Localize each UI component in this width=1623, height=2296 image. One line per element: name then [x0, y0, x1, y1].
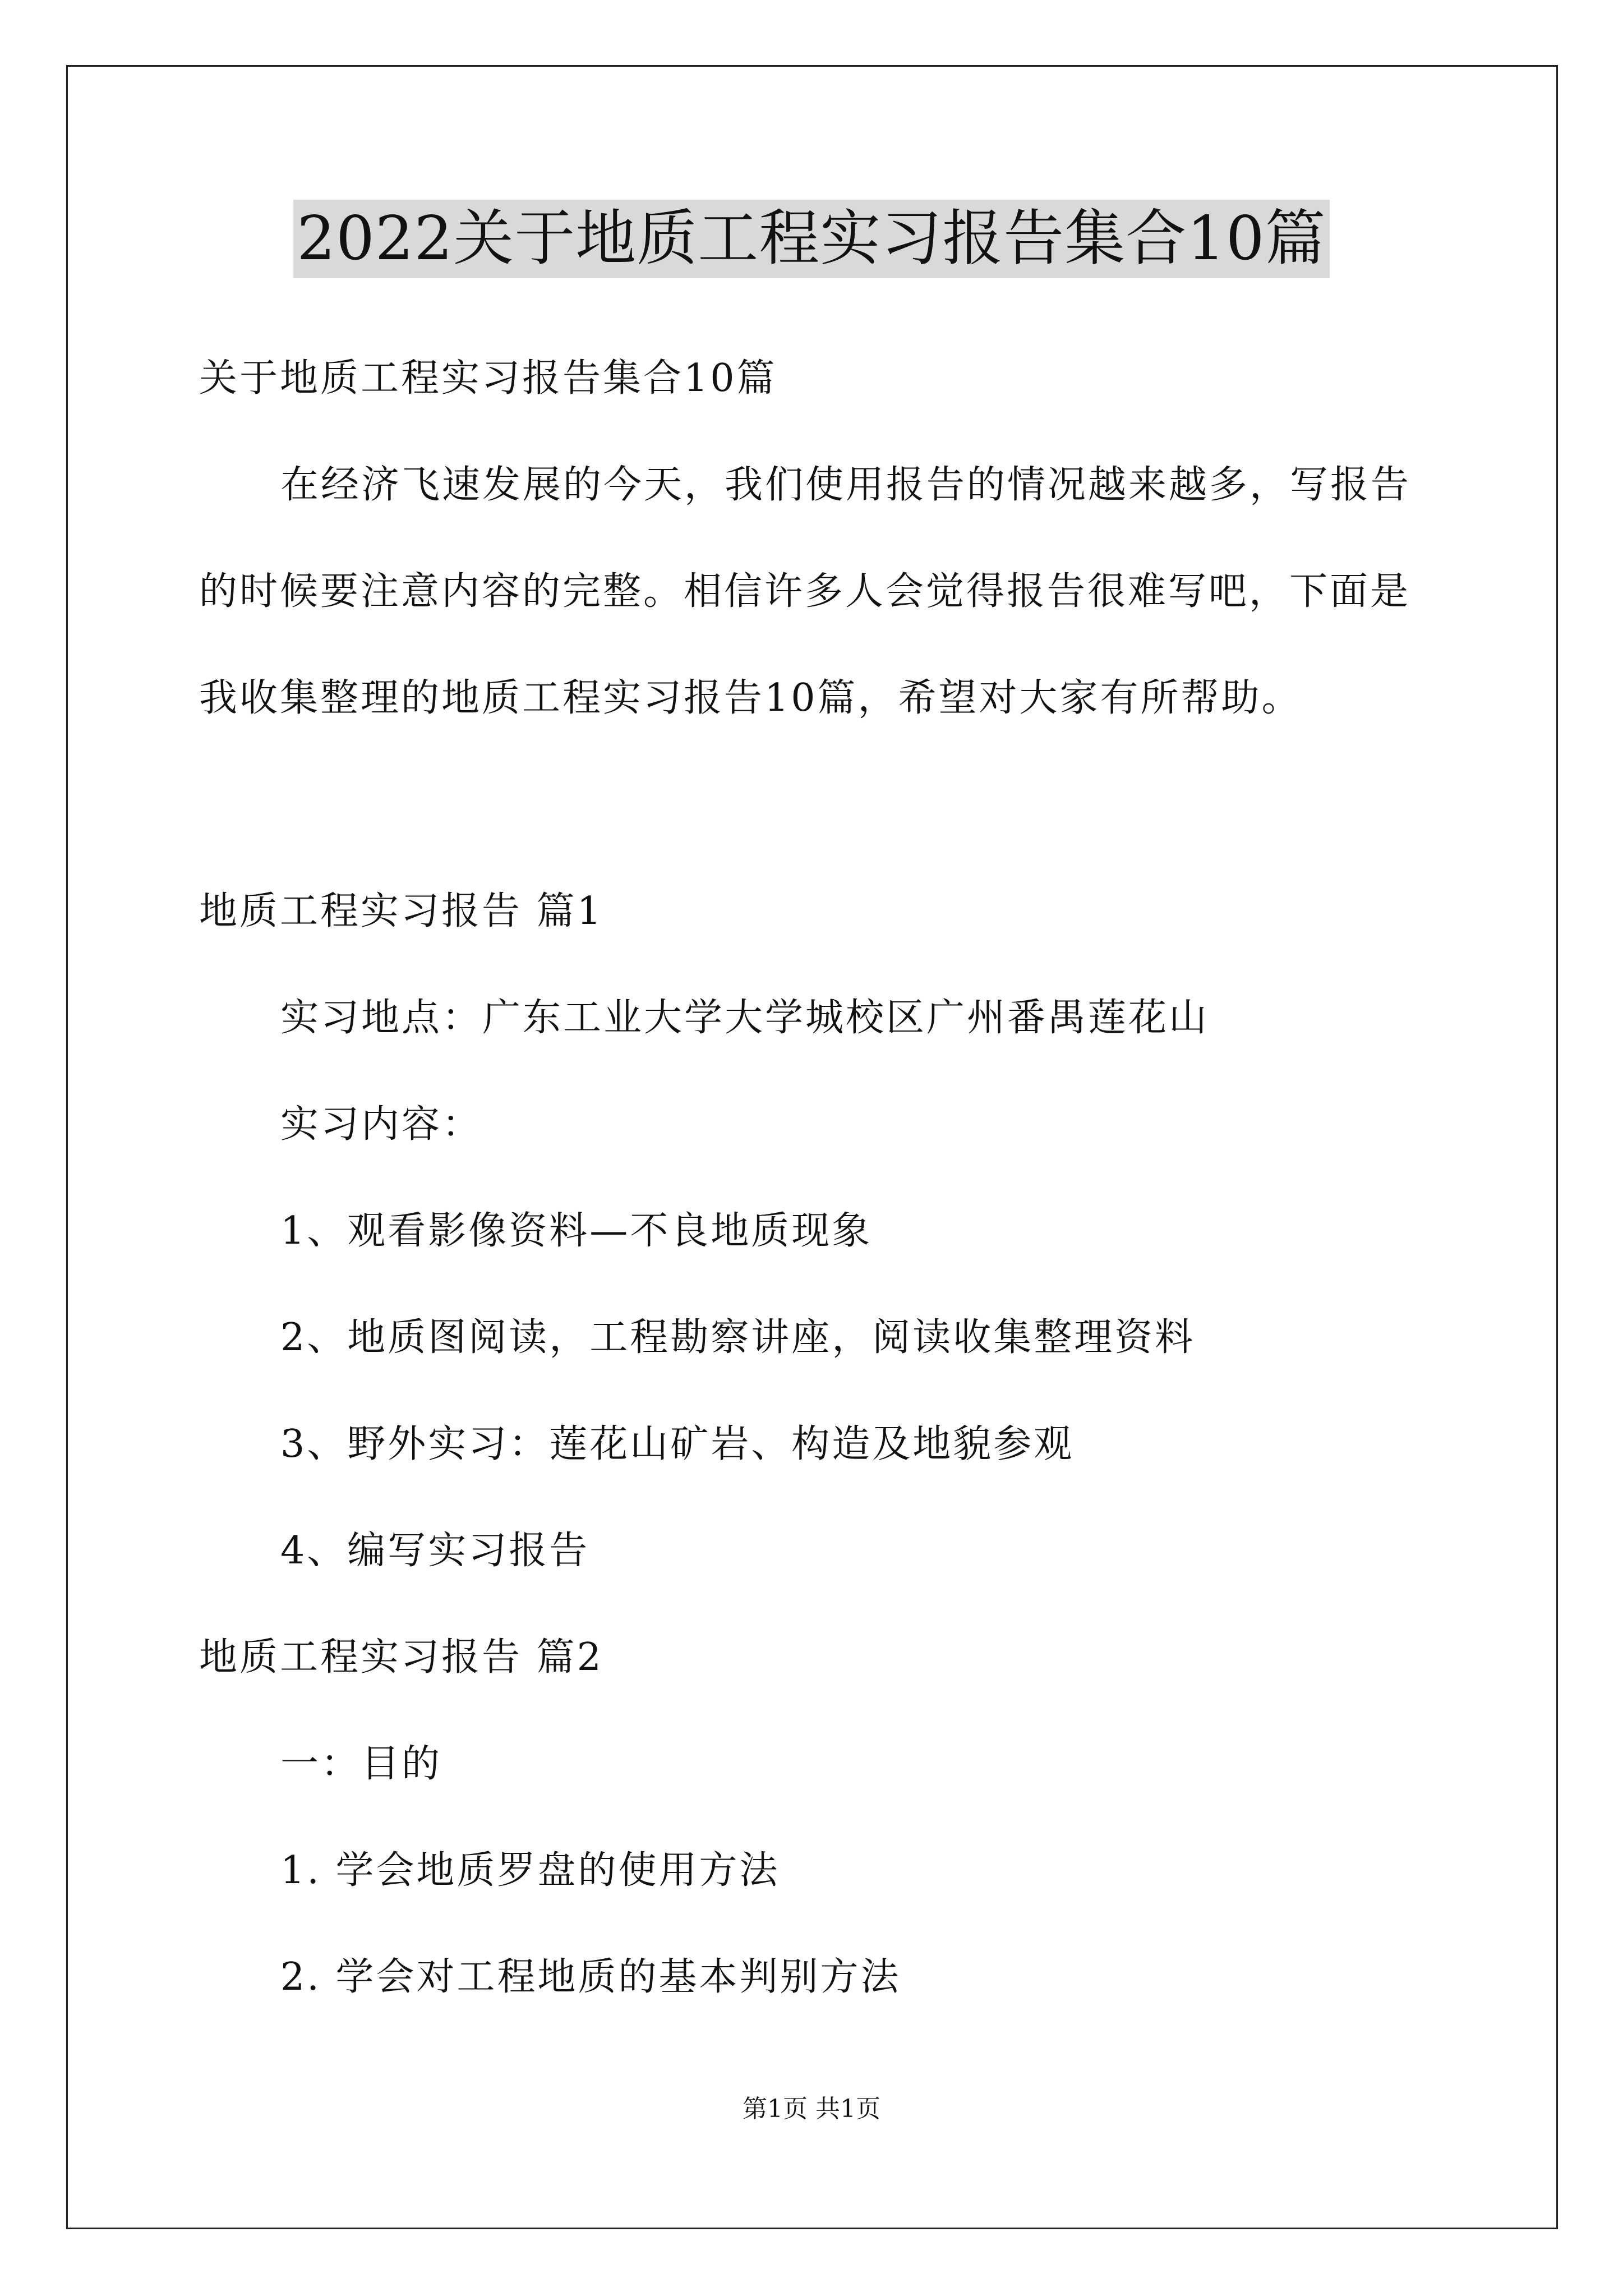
intro-line-3: 我收集整理的地质工程实习报告10篇，希望对大家有所帮助。: [199, 676, 1302, 720]
intro-line-1: 在经济飞速发展的今天，我们使用报告的情况越来越多，写报告: [280, 463, 1412, 507]
section-1-line-1: 实习地点：广东工业大学大学城校区广州番禺莲花山: [280, 996, 1210, 1040]
section-1-line-2: 实习内容：: [280, 1102, 483, 1147]
section-1-line-6: 4、编写实习报告: [280, 1529, 590, 1573]
intro-line-2: 的时候要注意内容的完整。相信许多人会觉得报告很难写吧，下面是: [199, 569, 1411, 614]
section-1-line-5: 3、野外实习：莲花山矿岩、构造及地貌参观: [280, 1422, 1075, 1466]
section-1-line-3: 1、观看影像资料—不良地质现象: [280, 1209, 873, 1253]
section-2-line-2: 1. 学会地质罗盘的使用方法: [280, 1848, 780, 1893]
section-1-heading: 地质工程实习报告 篇1: [199, 889, 603, 933]
page-footer: 第1页 共1页: [743, 2095, 880, 2123]
section-2-heading: 地质工程实习报告 篇2: [199, 1635, 603, 1680]
title-wrap: [0, 200, 1623, 278]
section-1-line-4: 2、地质图阅读，工程勘察讲座，阅读收集整理资料: [280, 1315, 1196, 1360]
document-subtitle: 关于地质工程实习报告集合10篇: [199, 356, 777, 401]
section-2-line-3: 2. 学会对工程地质的基本判别方法: [280, 1955, 901, 1999]
document-title: 2022关于地质工程实习报告集合10篇: [293, 200, 1329, 278]
section-2-line-1: 一：目的: [280, 1742, 442, 1786]
